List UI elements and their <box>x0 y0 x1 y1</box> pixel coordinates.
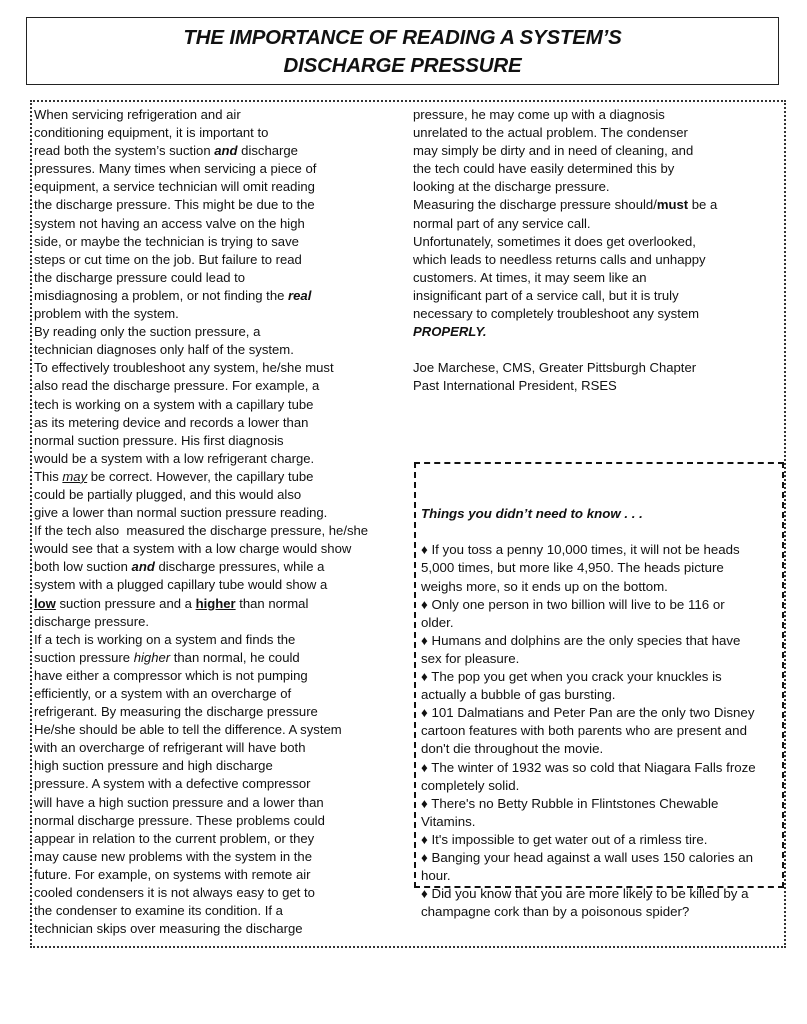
text-run: may <box>62 468 88 484</box>
text-run: side, or maybe the technician is trying to save <box>34 233 299 249</box>
text-run: necessary to completely troubleshoot any system <box>413 306 700 322</box>
text-run: Joe Marchese, CMS, Greater Pittsburgh Chapter <box>413 360 697 376</box>
text-run: insignificant part of a service call, but it is truly <box>413 287 679 303</box>
text-line <box>34 305 368 323</box>
trivia-line: champagne cork than by a poisonous spider? <box>421 904 690 920</box>
text-line <box>34 757 368 775</box>
text-run: discharge pressures, while a <box>154 559 325 575</box>
text-run: pressure, he may come up with a diagnosis <box>413 107 665 122</box>
text-run: which leads to needless returns calls and unhappy <box>413 251 706 267</box>
page-title-line-1: THE IMPORTANCE OF READING A SYSTEM’S <box>183 26 622 49</box>
text-line <box>34 775 368 793</box>
text-run: Past International President, RSES <box>413 378 617 394</box>
trivia-line: ♦ The pop you get when you crack your knuckles is <box>421 669 722 685</box>
text-run: would see that a system with a low charge would show <box>34 541 352 557</box>
text-line <box>34 160 368 178</box>
text-line <box>413 341 717 359</box>
text-line <box>34 902 368 920</box>
text-run: pressure. A system with a defective compressor <box>34 776 311 792</box>
text-line <box>34 396 368 414</box>
text-run: conditioning equipment, it is important to <box>34 125 269 141</box>
text-line <box>34 848 368 866</box>
text-run: suction pressure and a <box>55 595 196 611</box>
trivia-line: ♦ Only one person in two billion will live to be 116 or <box>421 596 725 612</box>
text-line <box>34 721 368 739</box>
trivia-line: hour. <box>421 868 451 884</box>
text-line <box>34 631 368 649</box>
trivia-line: ♦ Did you know that you are more likely to be killed by a <box>421 886 749 902</box>
text-line <box>413 251 717 269</box>
text-line <box>34 215 368 233</box>
text-line <box>34 540 368 558</box>
text-run: the discharge pressure. This might be due to the <box>34 197 315 213</box>
trivia-heading: Things you didn’t need to know . . . <box>421 506 643 522</box>
text-run: also read the discharge pressure. For example, a <box>34 378 320 394</box>
text-line <box>34 269 368 287</box>
text-run: as its metering device and records a lower than <box>34 414 309 430</box>
trivia-line: cartoon features with both parents who are present and <box>421 723 747 739</box>
text-line <box>34 920 368 938</box>
text-line <box>34 432 368 450</box>
text-run: may cause new problems with the system in the <box>34 848 312 864</box>
text-line <box>34 558 368 576</box>
text-run: the discharge pressure could lead to <box>34 269 246 285</box>
text-run: If a tech is working on a system and finds the <box>34 631 296 647</box>
text-line <box>34 504 368 522</box>
text-line <box>413 269 717 287</box>
text-line <box>413 377 717 395</box>
text-run: give a lower than normal suction pressure reading. <box>34 505 328 521</box>
text-run: Unfortunately, sometimes it does get overlooked, <box>413 233 696 249</box>
text-run: When servicing refrigeration and air <box>34 107 241 122</box>
text-line <box>34 341 368 359</box>
text-run: normal suction pressure. His first diagnosis <box>34 432 284 448</box>
text-run: could be partially plugged, and this would also <box>34 486 302 502</box>
text-run: than normal <box>235 595 309 611</box>
trivia-line: sex for pleasure. <box>421 650 520 666</box>
trivia-line: ♦ 101 Dalmatians and Peter Pan are the only two Disney <box>421 705 755 721</box>
trivia-line: ♦ There's no Betty Rubble in Flintstones Chewable <box>421 795 719 811</box>
text-run: technician skips over measuring the discharge <box>34 921 303 937</box>
article-left-column <box>34 106 368 938</box>
text-line <box>34 613 368 631</box>
text-run: unrelated to the actual problem. The condenser <box>413 125 688 141</box>
text-line <box>34 595 368 613</box>
text-run: system not having an access valve on the high <box>34 215 305 231</box>
text-run: He/she should be able to tell the difference. A system <box>34 722 342 738</box>
trivia-line: 5,000 times, but more like 4,950. The heads picture <box>421 560 724 576</box>
text-line <box>34 323 368 341</box>
text-line <box>34 486 368 504</box>
text-line <box>34 884 368 902</box>
text-run: be correct. However, the capillary tube <box>87 468 314 484</box>
text-line <box>413 323 717 341</box>
text-line <box>34 739 368 757</box>
text-run: higher <box>133 649 171 665</box>
trivia-sidebar <box>421 469 756 921</box>
text-line <box>413 106 717 124</box>
text-line <box>34 522 368 540</box>
text-line <box>34 359 368 377</box>
text-line <box>34 703 368 721</box>
text-run: the tech could have easily determined this by <box>413 161 675 177</box>
trivia-line: ♦ The winter of 1932 was so cold that Niagara Falls froze <box>421 759 756 775</box>
text-line <box>34 576 368 594</box>
text-line <box>34 287 368 305</box>
text-run: efficiently, or a system with an overcharge of <box>34 686 292 701</box>
text-run: must <box>656 197 689 213</box>
text-run: looking at the discharge pressure. <box>413 179 610 195</box>
text-line <box>34 667 368 685</box>
text-run: cooled condensers it is not always easy to get to <box>34 885 315 901</box>
title-box <box>26 17 779 85</box>
text-run: pressures. Many times when servicing a piece of <box>34 161 317 177</box>
text-line <box>413 287 717 305</box>
text-run: customers. At times, it may seem like an <box>413 269 647 285</box>
text-run: would be a system with a low refrigerant charge. <box>34 450 315 466</box>
trivia-line: Vitamins. <box>421 813 476 829</box>
text-line <box>413 142 717 160</box>
text-run: the condenser to examine its condition. If a <box>34 903 283 919</box>
text-line <box>413 359 717 377</box>
trivia-line: weighs more, so it ends up on the bottom. <box>421 578 668 594</box>
text-line <box>413 160 717 178</box>
text-run: To effectively troubleshoot any system, he/she must <box>34 360 334 376</box>
text-run: may simply be dirty and in need of cleaning, and <box>413 143 694 159</box>
text-run: will have a high suction pressure and a lower than <box>34 794 324 810</box>
trivia-line: ♦ If you toss a penny 10,000 times, it will not be heads <box>421 542 740 558</box>
text-line <box>34 866 368 884</box>
text-run: PROPERLY. <box>413 324 487 340</box>
text-line <box>34 649 368 667</box>
text-run: read both the system’s suction <box>34 143 215 159</box>
text-run: discharge <box>237 143 298 159</box>
text-line <box>413 233 717 251</box>
trivia-line: actually a bubble of gas bursting. <box>421 687 616 703</box>
trivia-line: ♦ Banging your head against a wall uses 150 calories an <box>421 849 754 865</box>
text-run: and <box>214 143 238 159</box>
text-line <box>34 251 368 269</box>
text-run: discharge pressure. <box>34 613 149 629</box>
text-run: appear in relation to the current problem, or they <box>34 830 315 846</box>
text-line <box>413 305 717 323</box>
text-run: tech is working on a system with a capillary tube <box>34 396 314 412</box>
text-run: equipment, a service technician will omit reading <box>34 179 315 195</box>
text-run: refrigerant. By measuring the discharge pressure <box>34 704 318 720</box>
text-line <box>34 468 368 486</box>
trivia-line: older. <box>421 614 454 630</box>
text-run: steps or cut time on the job. But failure to read <box>34 251 302 267</box>
text-line <box>34 685 368 703</box>
article-right-column <box>413 106 717 396</box>
text-line <box>413 196 717 214</box>
text-run: with an overcharge of refrigerant will have both <box>34 740 306 756</box>
text-run: have either a compressor which is not pumping <box>34 667 308 683</box>
trivia-line: don't die throughout the movie. <box>421 741 604 757</box>
text-line <box>413 124 717 142</box>
text-run: technician diagnoses only half of the system. <box>34 342 294 358</box>
trivia-line: ♦ It's impossible to get water out of a rimless tire. <box>421 831 708 847</box>
text-line <box>413 178 717 196</box>
text-line <box>34 377 368 395</box>
text-run: Measuring the discharge pressure should/ <box>413 197 657 213</box>
page-title-line-2: DISCHARGE PRESSURE <box>283 54 522 77</box>
text-line <box>34 794 368 812</box>
text-run: low <box>34 595 56 611</box>
text-run: future. For example, on systems with remote air <box>34 866 311 882</box>
text-run: high suction pressure and high discharge <box>34 758 273 774</box>
text-run: system with a plugged capillary tube would show a <box>34 577 328 593</box>
text-run: If the tech also measured the discharge pressure, he/she <box>34 523 369 539</box>
text-run: real <box>288 287 312 303</box>
text-line <box>34 414 368 432</box>
text-line <box>34 830 368 848</box>
text-run: and <box>131 559 155 575</box>
text-run: than normal, he could <box>170 649 300 665</box>
text-run: misdiagnosing a problem, or not finding the <box>34 287 289 303</box>
text-run: By reading only the suction pressure, a <box>34 324 261 340</box>
text-run: both low suction <box>34 559 132 575</box>
text-line <box>34 124 368 142</box>
text-run: normal part of any service call. <box>413 215 591 231</box>
text-line <box>34 233 368 251</box>
text-line <box>34 450 368 468</box>
trivia-line: completely solid. <box>421 777 520 793</box>
trivia-line: ♦ Humans and dolphins are the only species that have <box>421 632 741 648</box>
text-line <box>34 196 368 214</box>
text-line <box>34 178 368 196</box>
text-run: normal discharge pressure. These problems could <box>34 812 325 828</box>
text-line <box>413 215 717 233</box>
text-line <box>34 812 368 830</box>
text-run: higher <box>195 595 236 611</box>
text-run: problem with the system. <box>34 306 179 322</box>
text-run: be a <box>688 197 718 213</box>
text-run: This <box>34 468 63 484</box>
text-run: suction pressure <box>34 649 134 665</box>
text-line <box>34 142 368 160</box>
text-line <box>34 106 368 124</box>
